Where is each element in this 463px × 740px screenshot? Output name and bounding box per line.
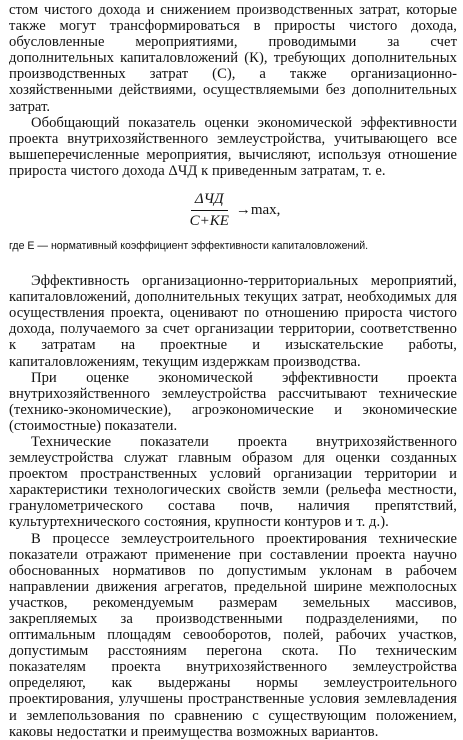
paragraph-design-process: В процессе землеустроительного проектирования технические показатели отражают применение при составлении проекта научно обоснованных нормативов по допустимым уклонам в рабочем направлении движения агрегатов, предельной ширине межполосных участков, рекомендуемым размерам земельных массивов, закрепляемых за производственными подразделениями, по оптимальным площадям севооборотов, полей, рабочих участков, допустимым расстояниям перегона скота. По техническим показателям проекта внутрихозяйственного землеустройства определяют, как выдержаны нормы землеустроительного проектирования, улучшены пространственные условия землевладения и землепользования по сравнению с существующим положением, каковы недостатки и преимущества возможных вариантов.: [9, 530, 457, 740]
formula-numerator: ΔЧД: [191, 191, 228, 211]
paragraph-continuation: стом чистого дохода и снижением производственных затрат, которые также могут трансформироваться в приросты чистого дохода, обусловленные мероприятиями, проводимыми за счет дополнительных капиталовложений (К), требующих дополнительных производственных затрат (С), а также организационно-хозяйственными действиями, осуществляемыми без дополнительных затрат.: [9, 2, 457, 115]
paragraph-technical-indicators: Технические показатели проекта внутрихозяйственного землеустройства служат главным образом для оценки созданных проектом пространственных условий организации территории и характеристики технологических свойств земли (рельефа местности, гранулометрического состава почв, наличия препятствий, культуртехнического состояния, крупности контуров и т. д.).: [9, 433, 457, 531]
formula-fraction: [186, 191, 233, 230]
formula: [9, 191, 457, 230]
formula-note: где E — нормативный коэффициент эффективности капиталовложений.: [9, 240, 369, 253]
paragraph-efficiency: Эффективность организационно-территориальных мероприятий, капиталовложений, дополнительных текущих затрат, необходимых для осуществления проекта, оценивают по отношению прироста чистого дохода, получаемого за счет организации территории, соответственно к затратам на проектные и изыскательские работы, капиталовложениям, текущим издержкам производства.: [9, 273, 457, 370]
formula-denominator: C+KE: [189, 213, 229, 230]
paragraph-generalized-indicator: Обобщающий показатель оценки экономической эффективности проекта внутрихозяйственного землеустройства, учитывающего все вышеперечисленные мероприятия, вычисляют, используя отношение прироста чистого дохода ΔЧД к приведенным затратам, т. е.: [9, 114, 457, 179]
formula-max: →max,: [235, 202, 281, 219]
paragraph-indicators: При оценке экономической эффективности проекта внутрихозяйственного землеустройства рассчитывают технические (технико-экономические), агроэкономические и экономические (стоимостные) показатели.: [9, 369, 457, 434]
